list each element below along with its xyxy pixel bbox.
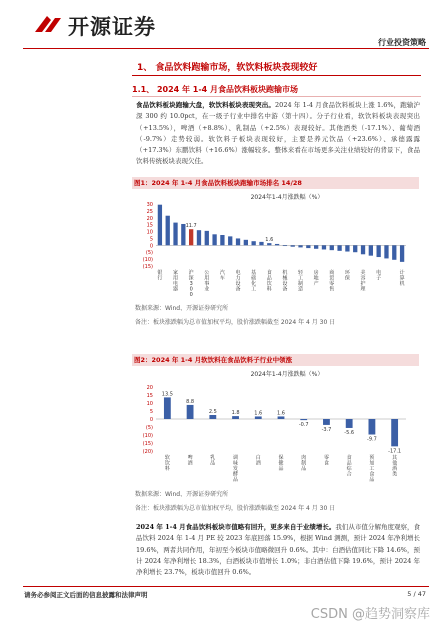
paragraph-lead: 食品饮料板块跑输大盘，软饮料板块表现突出。 — [136, 101, 276, 109]
chart-title: 2024年1-4月涨跌幅（%） — [250, 194, 324, 201]
x-tick-label: 白酒 — [255, 455, 261, 467]
x-tick-label: 房地产 — [313, 270, 319, 287]
chart-bar — [345, 245, 349, 251]
figure-2-caption: 图2：2024 年 1-4 月软饮料在食品饮料子行业中领涨 — [132, 354, 419, 366]
chart-1-svg — [134, 190, 420, 300]
chart-bar — [346, 419, 353, 428]
paragraph-body: 2024 年 1-4 月食品饮料板块上涨 1.6%，跑输沪深 300 约 10.0pct，在一级子行业中排名中游（第十四）。分子行业看，软饮料板块表现突出（+13.5%），啤酒（+8.8%）、乳制品（+2.5%）表现较好。其他酒类（-17.1%）、葡萄酒（-9.7%）走势较弱。软饮料子板块表现较好，主要是养元饮品（+23.6%）、承德露露（+17.3%）东鹏饮料（+16.6%）涨幅较多。整体来看在市场更多关注业绩较好的背景下，食品饮料传统板块表现欠佳。 — [136, 101, 421, 166]
y-tick-label: (15) — [142, 264, 153, 270]
chart-bar — [173, 223, 177, 246]
chart-bar — [384, 245, 388, 258]
header-rule — [23, 48, 429, 49]
logo-text: 开源证券 — [68, 15, 156, 39]
x-tick-label: 机械设备 — [282, 270, 288, 293]
chart-bar — [259, 242, 263, 245]
chart-bar — [323, 419, 330, 425]
chart-bar — [314, 245, 318, 248]
chart-bar — [205, 231, 209, 245]
chart-bar — [255, 416, 262, 419]
data-label: -3.7 — [321, 426, 332, 433]
chart-bar — [291, 245, 295, 246]
chart-bar — [400, 245, 404, 262]
data-label: -17.1 — [388, 448, 402, 455]
y-tick-label: (5) — [145, 250, 153, 257]
y-tick-label: (15) — [142, 441, 153, 447]
chart-bar — [252, 241, 256, 245]
chart-bar — [392, 245, 396, 259]
data-label: -9.7 — [367, 436, 377, 443]
paragraph-lead: 2024 年 1-4 月食品饮料板块市值略有回升，更多来自于业绩增长。 — [136, 523, 336, 531]
x-tick-label: 乳品 — [210, 455, 216, 467]
subsection-rule — [132, 96, 421, 97]
x-tick-label: 基础化工 — [251, 270, 257, 293]
data-label: 8.8 — [186, 398, 195, 405]
data-label: 1.6 — [265, 237, 274, 244]
y-tick-label: (20) — [142, 449, 153, 455]
logo-mark-icon — [33, 12, 63, 36]
footer-rule — [23, 586, 429, 587]
chart-bar — [353, 245, 357, 252]
figure-2-source: 数据来源：Wind、开源证券研究所 — [135, 491, 229, 498]
paragraph-body: 我们从市值分解角度观察，食品饮料 2024 年 1-4 月 PE 较 2023 年底回落 15.9%，根据 Wind 测测，预计 2024 年净利增长 19.6%，两者共同作用，年初至今板块市值略微回升 0.6%。其中：白酒估值同比下降 14.6%，预计 2024 年净利增长 18.3%，白酒板块市值增长 1.0%；非白酒估值下降 19.6%，预计 2024 年净利增长 23.7%，板块市值回升 0.6%。 — [136, 523, 421, 577]
data-label: 1.6 — [277, 410, 285, 417]
chart-bar — [164, 397, 171, 419]
x-tick-label: 美容护理 — [360, 270, 366, 293]
y-tick-label: (5) — [145, 425, 153, 431]
page-number: 5 / 47 — [407, 590, 426, 598]
y-tick-label: 25 — [146, 208, 153, 215]
data-label: -0.7 — [298, 422, 309, 429]
chart-bar — [158, 205, 162, 246]
figure-2-chart — [134, 367, 420, 485]
y-tick-label: 10 — [146, 229, 153, 236]
y-tick-label: 5 — [149, 236, 153, 243]
chart-bar — [306, 245, 310, 248]
data-label: 1.8 — [231, 410, 240, 417]
x-tick-label: 汽车 — [219, 270, 225, 282]
chart-bar — [244, 240, 248, 246]
chart-bar — [369, 419, 376, 435]
chart-2-svg — [134, 367, 420, 485]
chart-bar — [330, 245, 334, 250]
chart-bar — [166, 216, 170, 246]
chart-bar — [209, 415, 216, 419]
x-tick-label: 啤酒 — [187, 455, 193, 467]
figure-1-chart — [134, 190, 420, 300]
x-tick-label: 沪深 3 0 0 — [188, 270, 194, 298]
chart-bar — [267, 243, 271, 245]
chart-bar — [278, 416, 285, 419]
x-tick-label: 其他酒类 — [392, 455, 398, 478]
y-tick-label: (10) — [142, 433, 153, 439]
chart-bar — [197, 230, 201, 245]
chart-bar — [377, 245, 381, 257]
y-tick-label: 30 — [146, 202, 153, 208]
x-tick-label: 调味发酵品 — [233, 455, 239, 483]
tail-paragraph — [136, 522, 420, 578]
y-tick-label: 10 — [146, 401, 153, 407]
x-tick-label: 计算机 — [399, 270, 405, 287]
chart-bar — [369, 245, 373, 255]
chart-bar — [275, 244, 279, 245]
y-tick-label: 15 — [146, 222, 153, 229]
chart-bar — [212, 234, 216, 245]
chart-bar — [187, 405, 194, 419]
data-label: 11.7 — [185, 223, 197, 230]
chart-bar — [283, 245, 287, 246]
x-tick-label: 环保 — [344, 270, 350, 282]
x-tick-label: 食品综合 — [346, 455, 352, 478]
chart-bar — [232, 416, 239, 419]
chart-bar — [298, 245, 302, 247]
x-tick-label: 保健品 — [278, 455, 284, 472]
y-tick-label: 0 — [149, 417, 153, 423]
chart-bar — [189, 229, 193, 245]
x-tick-label: 零食 — [323, 455, 329, 467]
x-tick-label: 轻工制造 — [298, 270, 304, 293]
x-tick-label: 电力设备 — [235, 270, 241, 293]
intro-paragraph — [136, 100, 420, 168]
figure-1-note: 备注：板块涨跌幅为总市值加权平均，股价涨跌幅截至 2024 年 4 月 30 日 — [135, 319, 336, 326]
chart-bar — [220, 235, 224, 245]
chart-bar — [337, 245, 341, 251]
figure-1-caption: 图1：2024 年 1-4 月食品饮料板块跑输市场排名 14/28 — [132, 177, 419, 189]
section-title: 1、 食品饮料跑输市场，软饮料板块表现较好 — [137, 63, 318, 73]
x-tick-label: 商贸零售 — [329, 270, 335, 293]
watermark: CSDN @趋势洞察库 — [310, 607, 430, 622]
y-tick-label: 15 — [146, 393, 153, 399]
chart-bar — [236, 238, 240, 245]
x-tick-label: 公用事业 — [204, 270, 210, 293]
data-label: 2.5 — [208, 409, 217, 415]
x-tick-label: 电子 — [376, 270, 382, 282]
y-tick-label: 0 — [149, 243, 153, 250]
x-tick-label: 软饮料 — [164, 455, 170, 472]
chart-bar — [361, 245, 365, 254]
data-label: -5.6 — [344, 429, 355, 436]
footer-disclaimer: 请务必参阅正文后面的信息披露和法律声明 — [24, 591, 148, 599]
x-tick-label: 银行 — [157, 270, 163, 282]
section-rule — [132, 75, 421, 76]
y-tick-label: 20 — [146, 215, 153, 222]
x-tick-label: 家用电器 — [173, 270, 179, 293]
y-tick-label: 5 — [149, 409, 153, 415]
chart-bar — [322, 245, 326, 249]
figure-2-note: 备注：板块涨跌幅为总市值加权平均，股价涨跌幅截至 2024 年 4 月 30 日 — [135, 505, 336, 512]
chart-bar — [391, 419, 398, 446]
y-tick-label: 20 — [146, 385, 153, 391]
data-label: 13.5 — [161, 391, 173, 398]
y-tick-label: (10) — [142, 257, 153, 264]
figure-1-source: 数据来源：Wind、开源证券研究所 — [135, 305, 229, 312]
chart-bar — [228, 236, 232, 245]
document-type-label: 行业投资策略 — [378, 38, 426, 47]
chart-title: 2024年1-4月涨跌幅（%） — [250, 371, 324, 378]
data-label: 1.6 — [254, 410, 263, 417]
x-tick-label: 肉制品 — [301, 455, 307, 472]
x-tick-label: 预加工食品 — [369, 455, 375, 483]
subsection-title: 1.1、 2024 年 1-4 月食品饮料板块跑输市场 — [132, 85, 299, 94]
x-tick-label: 食品饮料 — [266, 270, 272, 293]
chart-bar — [300, 419, 307, 420]
